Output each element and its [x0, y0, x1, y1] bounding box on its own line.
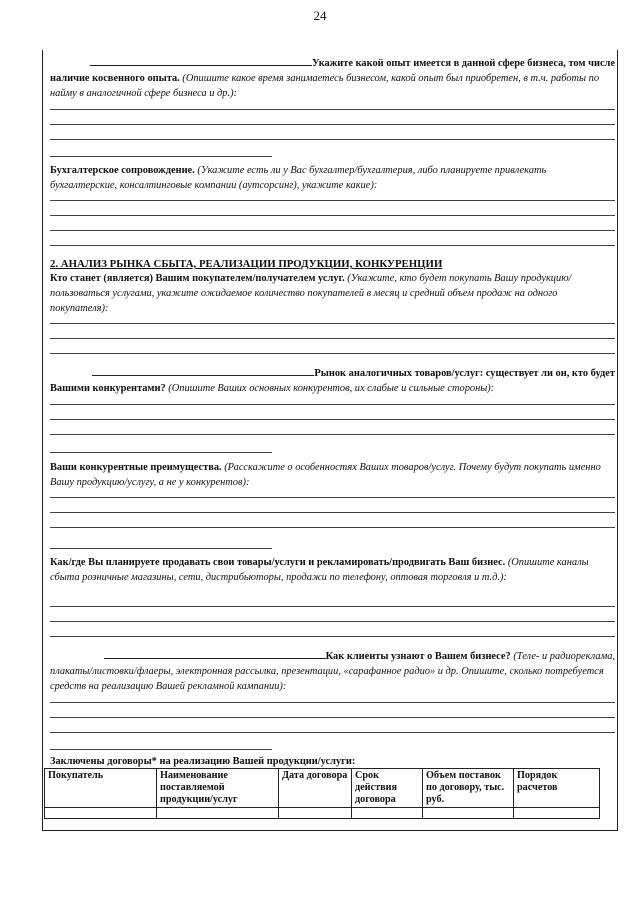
- answer-line[interactable]: [50, 109, 615, 110]
- answer-line[interactable]: [50, 124, 615, 125]
- answer-line[interactable]: [50, 419, 615, 420]
- sales-question: [50, 555, 615, 585]
- contracts-table: [44, 768, 600, 819]
- accounting-hint: (Укажите есть ли у Вас бухгалтер/бухгалтерия, либо планируете привлекать бухгалтерские, консалтинговые компании (аутсорсинг), укажите какие):: [50, 165, 547, 191]
- answer-line[interactable]: [50, 606, 615, 607]
- accounting-question: [50, 163, 615, 193]
- answer-line[interactable]: [50, 512, 615, 513]
- answer-line[interactable]: [50, 717, 615, 718]
- answer-line[interactable]: [50, 404, 615, 405]
- advantages-question-label: Ваши конкурентные преимущества.: [50, 462, 222, 473]
- answer-line[interactable]: [50, 636, 615, 637]
- advantages-hint: (Расскажите о особенностях Ваших товаров/услуг. Почему будут покупать именно Вашу продукцию/услугу, а не у конкурентов):: [50, 462, 601, 488]
- answer-line[interactable]: [50, 245, 615, 246]
- answer-line[interactable]: [50, 200, 615, 201]
- table-row: [45, 808, 600, 819]
- answer-line[interactable]: [50, 749, 272, 750]
- table-cell[interactable]: [279, 808, 352, 819]
- customers-question-label: Кто станет (является) Вашим покупателем/получателем услуг.: [50, 273, 345, 284]
- answer-line[interactable]: [50, 452, 272, 453]
- advertising-hint-1: (Теле- и радиореклама,: [513, 651, 615, 662]
- table-header-row: [45, 769, 600, 808]
- page-number: 24: [313, 8, 327, 23]
- market-question-2: Вашими конкурентами?: [50, 383, 166, 394]
- column-header-contract-date: Дата договора: [279, 769, 352, 808]
- experience-question: [50, 55, 615, 101]
- advertising-question: [50, 648, 615, 694]
- column-header-payment-terms: Порядок расчетов: [514, 769, 600, 808]
- answer-line[interactable]: [50, 434, 615, 435]
- answer-line[interactable]: [50, 621, 615, 622]
- column-header-supply-volume: Объем поставок по договору, тыс. руб.: [423, 769, 514, 808]
- customers-hint: (Укажите, кто будет покупать Вашу продукцию/пользоваться услугами, укажите ожидаемое количество покупателей в месяц и средний объем продаж на одного покупателя):: [50, 273, 572, 314]
- table-cell[interactable]: [157, 808, 279, 819]
- contracts-title: Заключены договоры* на реализацию Вашей продукции/услуги:: [50, 756, 356, 767]
- experience-question-bold-1: Укажите какой опыт имеется в данной сфере бизнеса, том числе: [311, 58, 615, 69]
- table-cell[interactable]: [45, 808, 157, 819]
- answer-line[interactable]: [50, 732, 615, 733]
- table-cell[interactable]: [514, 808, 600, 819]
- column-header-contract-term: Срок действия договора: [352, 769, 423, 808]
- advantages-question: [50, 460, 615, 490]
- answer-line[interactable]: [50, 527, 615, 528]
- market-hint: (Опишите Ваших основных конкурентов, их слабые и сильные стороны):: [168, 383, 495, 394]
- answer-line[interactable]: [50, 548, 272, 549]
- table-cell[interactable]: [423, 808, 514, 819]
- market-question-1: Рынок аналогичных товаров/услуг: существует ли он, кто будет: [314, 368, 615, 379]
- answer-line[interactable]: [50, 139, 615, 140]
- market-question: [50, 365, 615, 396]
- answer-line[interactable]: [50, 353, 615, 354]
- fill-line[interactable]: [92, 365, 314, 376]
- column-header-buyer: Покупатель: [45, 769, 157, 808]
- answer-line[interactable]: [50, 215, 615, 216]
- section-heading: 2. АНАЛИЗ РЫНКА СБЫТА, РЕАЛИЗАЦИИ ПРОДУКЦИИ, КОНКУРЕНЦИИ: [50, 258, 443, 270]
- answer-line[interactable]: [50, 497, 615, 498]
- answer-line[interactable]: [50, 338, 615, 339]
- fill-line[interactable]: [90, 55, 312, 66]
- experience-hint: (Опишите какое время занимаетесь бизнесом, какой опыт был приобретен, в т.ч. работы по найму в аналогичной сфере бизнеса и др.):: [50, 73, 600, 99]
- sales-hint: (Опишите каналы сбыта розничные магазины, сети, дистрибьюторы, продажи по телефону, оптовая торговля и т.д.):: [50, 557, 589, 583]
- answer-line[interactable]: [50, 702, 615, 703]
- fill-line[interactable]: [104, 648, 326, 659]
- answer-line[interactable]: [50, 156, 272, 157]
- sales-question-label: Как/где Вы планируете продавать свои товары/услуги и рекламировать/продвигать Ваш бизнес.: [50, 557, 506, 568]
- table-cell[interactable]: [352, 808, 423, 819]
- answer-line[interactable]: [50, 323, 615, 324]
- customers-question: [50, 271, 615, 316]
- answer-line[interactable]: [50, 230, 615, 231]
- advertising-hint-2: плакаты/листовки/флаеры, электронная рассылка, презентации, «сарафанное радио» и др. Опишите, сколько потребуется средств на реализацию Вашей рекламной кампании):: [50, 666, 604, 692]
- column-header-product: Наименование поставляемой продукции/услуг: [157, 769, 279, 808]
- advertising-question-label: Как клиенты узнают о Вашем бизнесе?: [325, 651, 511, 662]
- experience-question-bold-2: наличие косвенного опыта.: [50, 73, 180, 84]
- accounting-question-label: Бухгалтерское сопровождение.: [50, 165, 195, 176]
